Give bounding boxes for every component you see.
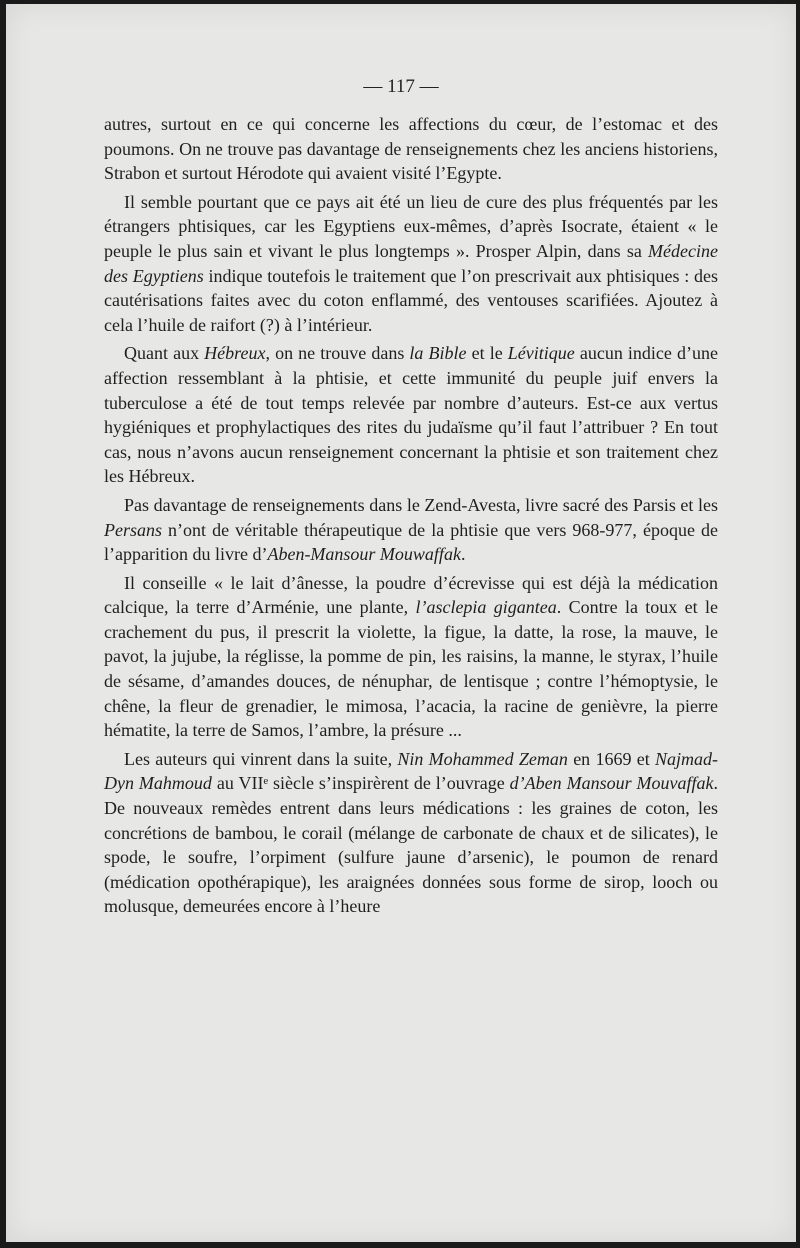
text-run: Pas davantage de renseignements dans le Zend-Avesta, livre sacré des Parsis et les (124, 494, 718, 515)
text-run: Quant aux (124, 343, 205, 364)
paragraph-5 (104, 571, 718, 743)
paragraph-2 (104, 190, 718, 338)
italic-term-persans: Persans (104, 519, 162, 540)
paragraph-1 (104, 112, 718, 186)
italic-name-nin-mohammed-zeman: Nin Mohammed Zeman (397, 748, 568, 769)
page-number: — 117 — (363, 76, 439, 97)
text-run: . Contre la toux et le crachement du pus, il prescrit la violette, la figue, la datte, la rose, la mauve, le pavot, la jujube, la réglisse, la pomme de pin, les raisins, la manne, le styrax, l’huile de sésame, d’amandes douces, de nénuphar, de lentisque ; contre l’hémoptysie, le chêne, la fleur de grenadier, le mimosa, l’acacia, la racine de genièvre, la pierre hématite, la terre de Samos, l’ambre, la présure ... (104, 597, 718, 741)
italic-title-la-bible: la Bible (409, 343, 467, 364)
body-text (104, 112, 718, 923)
text-run: aucun indice d’une affection ressemblant à la phtisie, et cette immunité du peuple juif envers la tuberculose a été de tout temps relevée par nombre d’auteurs. Est-ce aux vertus hygiéniques et prophylactiques des rites du judaïsme qu’il faut l’attribuer ? En tout cas, nous n’avons aucun renseignement concernant la phtisie et son traitement chez les Hébreux. (104, 343, 718, 487)
italic-title-medecine-des-egyptiens: Médecine des Egyptiens (104, 240, 718, 286)
text-run: , on ne trouve dans (265, 343, 410, 364)
book-page (6, 4, 796, 1242)
italic-term-hebreux: Hébreux (204, 343, 266, 364)
italic-name-najmad-dyn-mahmoud: Najmad-Dyn Mahmoud (104, 748, 719, 794)
text-run: indique toutefois le traitement que l’on prescrivait aux phtisiques : des cautérisations faites avec du coton enflammé, des ventouses scarifiées. Ajoutez à cela l’huile de raifort (?) à l’intérieur. (104, 265, 719, 335)
text-run: . (460, 544, 466, 565)
paragraph-3 (104, 341, 718, 489)
paragraph-6 (104, 747, 718, 919)
text-run: Il conseille « le lait d’ânesse, la poudre d’écrevisse qui est déjà la médication calcique, la terre d’Arménie, une plante, (104, 572, 718, 618)
italic-name-aben-mansour: Aben-Mansour Mouwaffak (267, 544, 461, 565)
text-run: n’ont de véritable thérapeutique de la phtisie que vers 968-977, époque de l’apparition du livre d’ (104, 519, 718, 565)
text-run: autres, surtout en ce qui concerne les affections du cœur, de l’estomac et des poumons. On ne trouve pas davantage de renseignements chez les anciens historiens, Strabon et surtout Hérodote qui avaient visité l’Egypte. (104, 114, 718, 184)
paragraph-4 (104, 493, 718, 567)
text-run: Il semble pourtant que ce pays ait été un lieu de cure des plus fréquentés par les étrangers phtisiques, car les Egyptiens eux-mêmes, d’après Isocrate, étaient « le peuple le plus sain et vivant le plus longtemps ». Prosper Alpin, dans sa (104, 191, 718, 261)
text-run: Les auteurs qui vinrent dans la suite, (124, 748, 398, 769)
italic-title-levitique: Lévitique (507, 343, 575, 364)
text-run: . De nouveaux remèdes entrent dans leurs médications : les graines de coton, les concrétions de bambou, le corail (mélange de carbonate de chaux et de silicates), le spode, le soufre, l’orpiment (sulfure jaune d’arsenic), le poumon de renard (médication opothérapique), les araignées données sous forme de sirop, looch ou molusque, demeurées encore à l’heure (104, 773, 718, 917)
italic-term-asclepia-gigantea: l’asclepia gigantea (415, 597, 557, 618)
text-run: et le (466, 343, 508, 364)
italic-name-aben-mansour-mouvaffak: d’Aben Mansour Mouvaffak (509, 773, 714, 794)
text-run: en 1669 et (567, 748, 656, 769)
text-run: au VIIᵉ siècle s’inspirèrent de l’ouvrage (211, 773, 510, 794)
